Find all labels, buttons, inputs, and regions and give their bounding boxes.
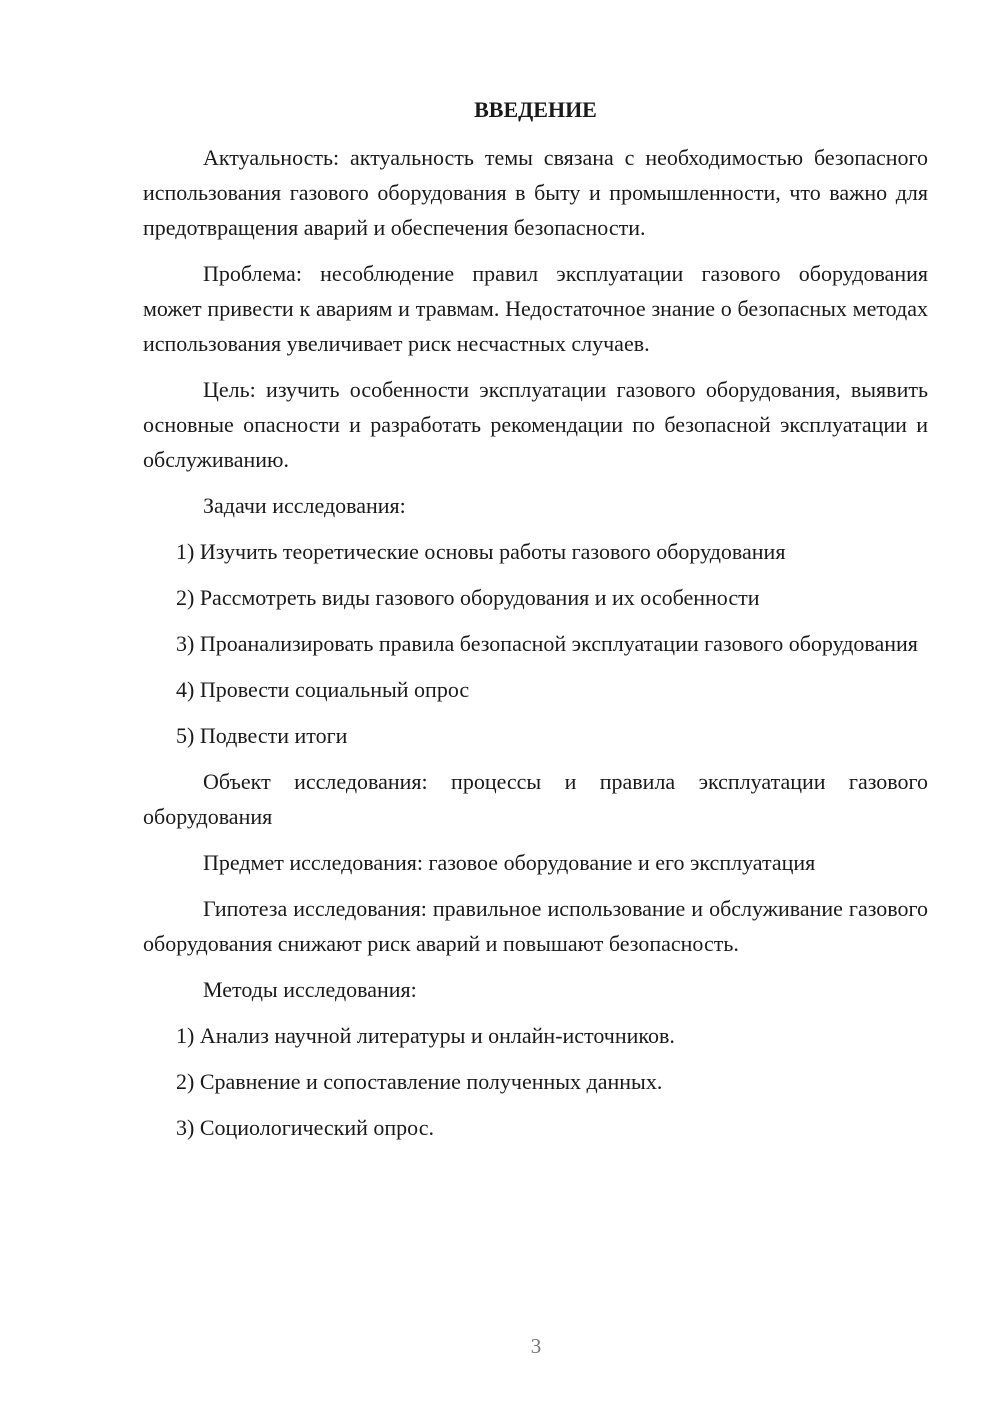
task-item-2: 2) Рассмотреть виды газового оборудования и их особенности <box>176 585 760 610</box>
goal-paragraph: Цель: изучить особенности эксплуатации газового оборудования, выявить основные опасности и разработать рекомендации по безопасной эксплуатации и обслуживанию. <box>143 377 928 472</box>
problem-paragraph: Проблема: несоблюдение правил эксплуатации газового оборудования может привести к авариям и травмам. Недостаточное знание о безопасных методах использования увеличивает риск несчастных случаев. <box>143 261 928 356</box>
section-title: ВВЕДЕНИЕ <box>474 97 597 122</box>
hypothesis-paragraph: Гипотеза исследования: правильное использование и обслуживание газового оборудования снижают риск аварий и повышают безопасность. <box>143 896 928 956</box>
method-item-2: 2) Сравнение и сопоставление полученных данных. <box>176 1069 663 1094</box>
methods-heading: Методы исследования: <box>203 977 417 1002</box>
subject-paragraph: Предмет исследования: газовое оборудование и его эксплуатация <box>203 850 816 875</box>
tasks-heading: Задачи исследования: <box>203 493 406 518</box>
object-paragraph: Объект исследования: процессы и правила эксплуатации газового оборудования <box>143 769 928 829</box>
task-item-3: 3) Проанализировать правила безопасной эксплуатации газового оборудования <box>176 631 918 656</box>
task-item-1: 1) Изучить теоретические основы работы газового оборудования <box>176 539 786 564</box>
task-item-4: 4) Провести социальный опрос <box>176 677 470 702</box>
method-item-3: 3) Социологический опрос. <box>176 1115 434 1140</box>
task-item-5: 5) Подвести итоги <box>176 723 348 748</box>
relevance-paragraph: Актуальность: актуальность темы связана с необходимостью безопасного использования газового оборудования в быту и промышленности, что важно для предотвращения аварий и обеспечения безопасности. <box>143 145 928 240</box>
page-content <box>143 95 928 1156</box>
method-item-1: 1) Анализ научной литературы и онлайн-источников. <box>176 1023 675 1048</box>
page-number: 3 <box>530 1334 542 1358</box>
